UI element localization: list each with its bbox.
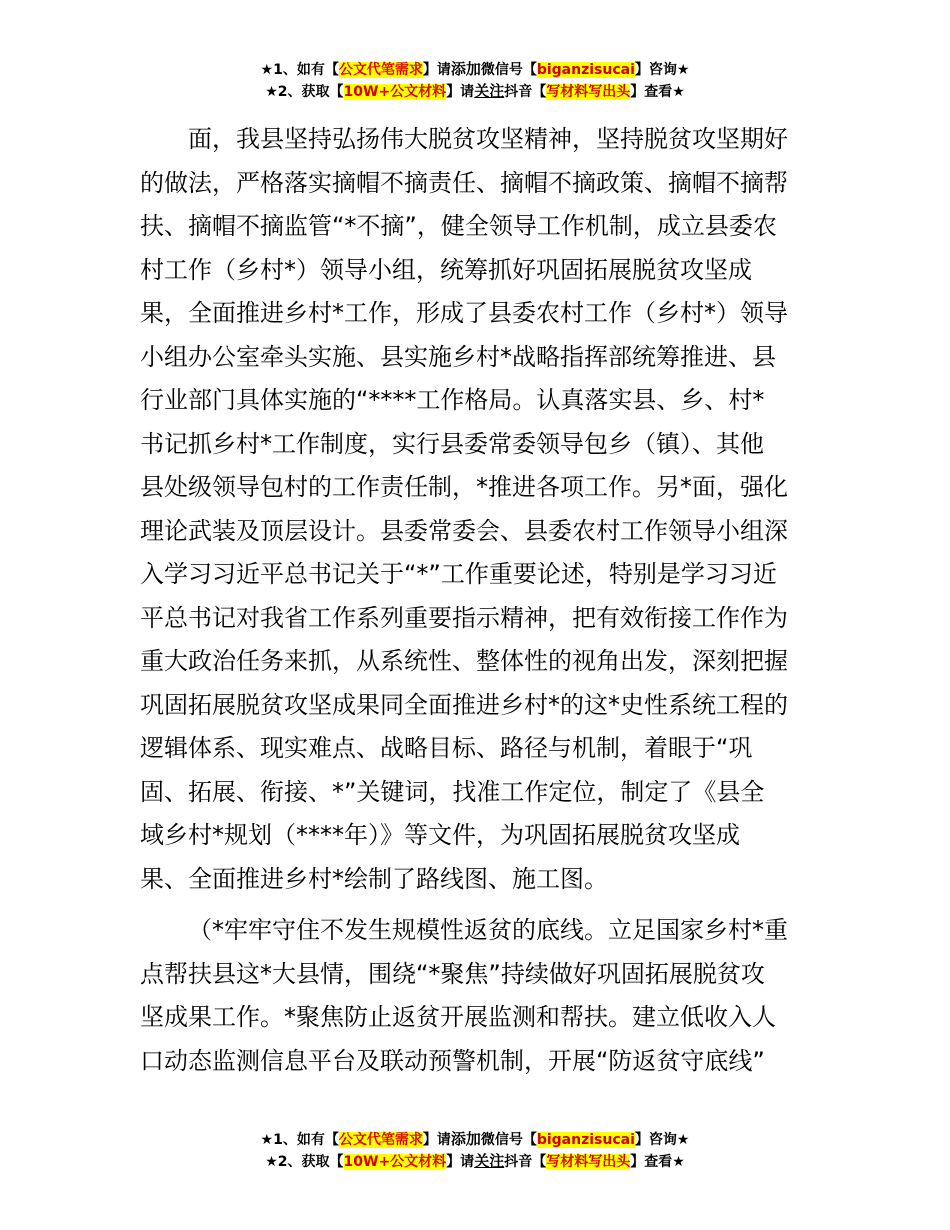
- text-line: （*牢牢守住不发生规模性返贫的底线。立足国家乡村*重: [188, 916, 788, 944]
- paragraph-1: [140, 118, 810, 901]
- banner-text: 】请: [446, 84, 475, 100]
- banner-text: 微信号【: [480, 62, 537, 78]
- banner-text: 】咨询★: [634, 62, 690, 78]
- banner-text: ★1、如有【: [260, 1132, 339, 1148]
- paragraph-2: [140, 909, 810, 1083]
- banner-text: ★1、如有【: [260, 62, 339, 78]
- banner-text: 】查看★: [630, 1154, 685, 1170]
- banner-text: 】请: [422, 62, 451, 78]
- text-line: 理论武装及顶层设计。县委常委会、县委农村工作领导小组深: [140, 516, 788, 545]
- text-line: 口动态监测信息平台及联动预警机制，开展“防返贫守底线”: [140, 1046, 765, 1075]
- footer-banner: [0, 1128, 950, 1172]
- text-line: 果、全面推进乡村*绘制了路线图、施工图。: [140, 864, 608, 893]
- banner-line-2: [0, 80, 950, 102]
- banner-text: 微信号【: [480, 1132, 537, 1148]
- banner-text: 】查看★: [630, 84, 685, 100]
- text-line: 面，我县坚持弘扬伟大脱贫攻坚精神，坚持脱贫攻坚期好: [188, 125, 788, 153]
- text-line: 平总书记对我省工作系列重要指示精神，把有效衔接工作作为: [140, 603, 788, 632]
- banner-text: 抖音【: [504, 84, 547, 100]
- banner-text: ★2、获取【: [265, 1154, 344, 1170]
- douyin-id: 写材料写出头: [546, 84, 631, 100]
- banner-text: 】请: [446, 1154, 475, 1170]
- banner-text: 】咨询★: [634, 1132, 690, 1148]
- highlight-text: 公文代笔需求: [338, 62, 423, 78]
- document-body: [140, 118, 810, 1083]
- highlight-text: 10W+公文材料: [343, 84, 447, 100]
- header-banner: [0, 58, 950, 102]
- banner-line-1: [0, 1128, 950, 1150]
- text-line: 入学习习近平总书记关于“*”工作重要论述，特别是学习习近: [140, 560, 777, 588]
- text-line: 县处级领导包村的工作责任制，*推进各项工作。另*面，强化: [140, 473, 788, 501]
- banner-text: 抖音【: [504, 1154, 547, 1170]
- wechat-id: biganzisucai: [536, 1132, 635, 1148]
- highlight-text: 10W+公文材料: [343, 1154, 447, 1170]
- text-line: 村工作（乡村*）领导小组，统筹抓好巩固拓展脱贫攻坚成: [140, 255, 752, 284]
- text-line: 行业部门具体实施的“****工作格局。认真落实县、乡、村*: [140, 386, 765, 414]
- text-line: 书记抓乡村*工作制度，实行县委常委领导包乡（镇）、其他: [140, 429, 764, 458]
- text-line: 的做法，严格落实摘帽不摘责任、摘帽不摘政策、摘帽不摘帮: [140, 168, 788, 197]
- text-line: 点帮扶县这*大县情，围绕“*聚焦”持续做好巩固拓展脱贫攻: [140, 959, 765, 988]
- text-line: 果，全面推进乡村*工作，形成了县委农村工作（乡村*）领导: [140, 299, 788, 327]
- text-line: 重大政治任务来抓，从系统性、整体性的视角出发，深刻把握: [140, 647, 788, 675]
- douyin-id: 写材料写出头: [546, 1154, 631, 1170]
- text-line: 坚成果工作。*聚焦防止返贫开展监测和帮扶。建立低收入人: [140, 1003, 776, 1031]
- text-line: 巩固拓展脱贫攻坚成果同全面推进乡村*的这*史性系统工程的: [140, 690, 788, 719]
- text-line: 固、拓展、衔接、*”关键词，找准工作定位，制定了《县全: [140, 777, 765, 806]
- banner-line-2: [0, 1150, 950, 1172]
- highlight-text: 公文代笔需求: [338, 1132, 423, 1148]
- banner-text: 】请: [422, 1132, 451, 1148]
- text-line: 逻辑体系、现实难点、战略目标、路径与机制，着眼于“巩: [140, 734, 753, 762]
- emphasis-text: 添加: [450, 60, 481, 78]
- emphasis-text: 关注: [474, 1152, 505, 1170]
- banner-line-1: [0, 58, 950, 80]
- text-line: 域乡村*规划（****年）》等文件，为巩固拓展脱贫攻坚成: [140, 821, 740, 849]
- text-line: 扶、摘帽不摘监管“*不摘”，健全领导工作机制，成立县委农: [140, 212, 777, 240]
- wechat-id: biganzisucai: [536, 62, 635, 78]
- emphasis-text: 关注: [474, 82, 505, 100]
- emphasis-text: 添加: [450, 1130, 481, 1148]
- banner-text: ★2、获取【: [265, 84, 344, 100]
- text-line: 小组办公室牵头实施、县实施乡村*战略指挥部统筹推进、县: [140, 342, 776, 371]
